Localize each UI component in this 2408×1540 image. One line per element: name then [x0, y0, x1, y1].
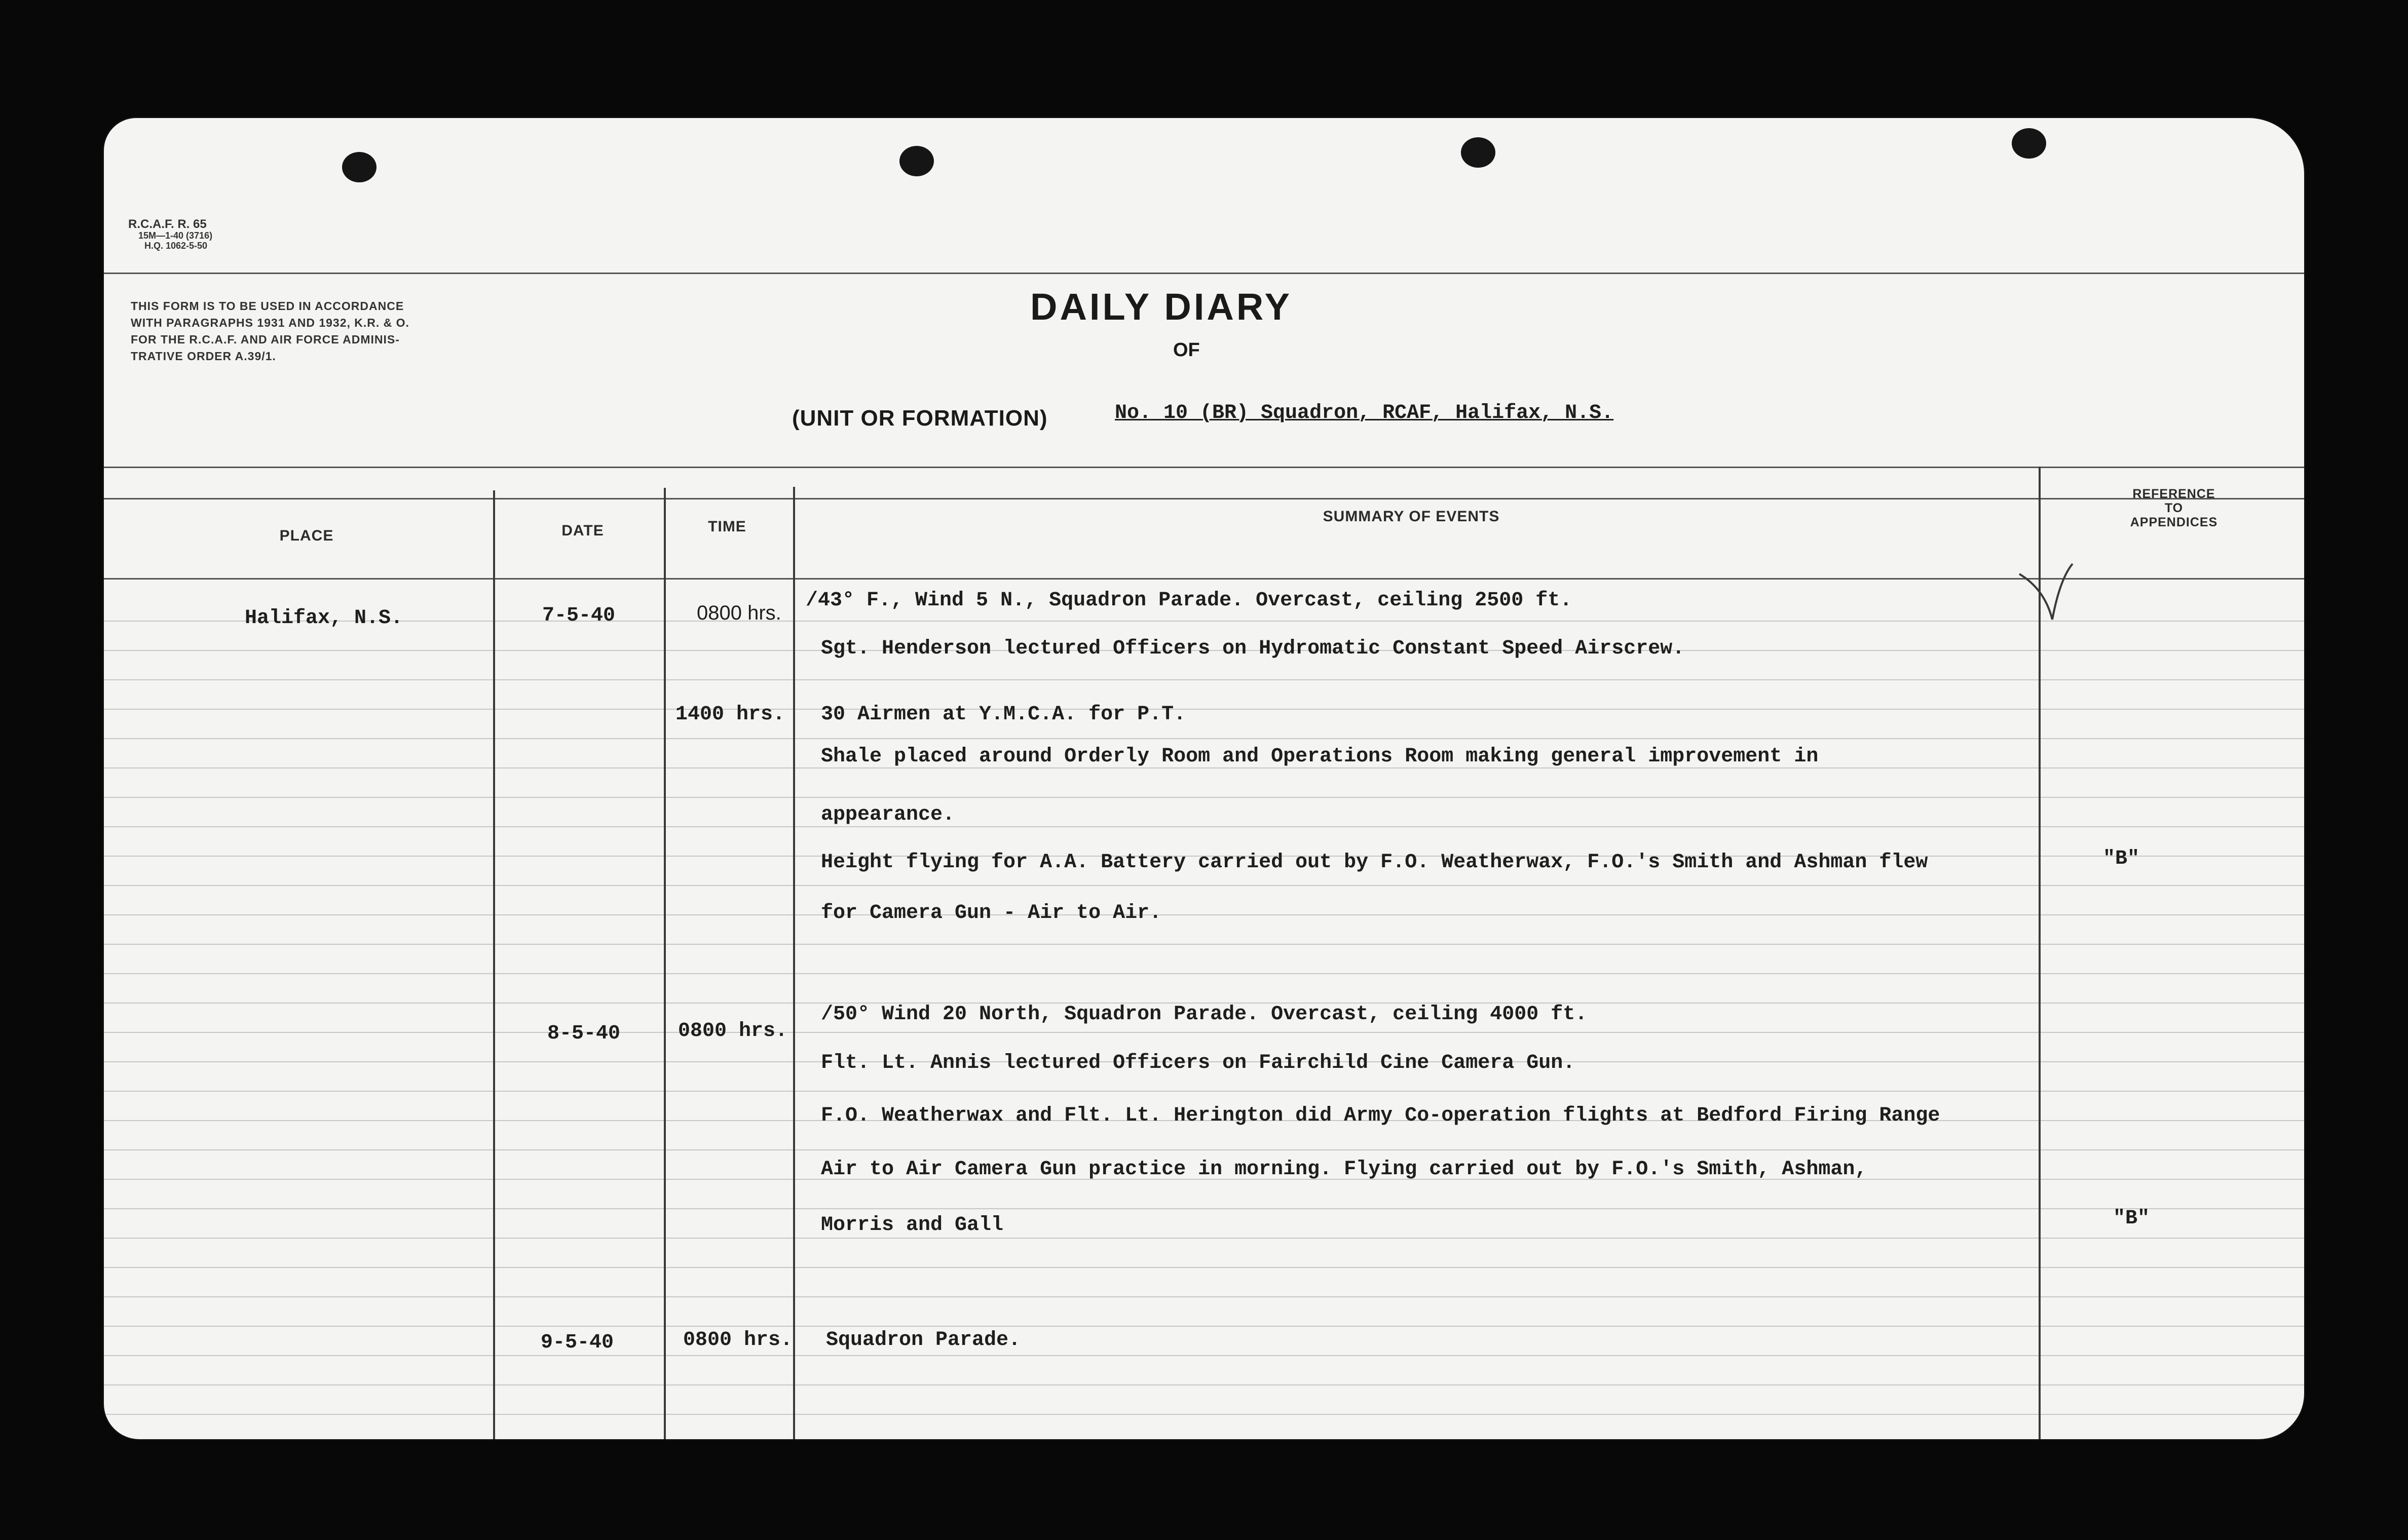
ruled-line: [104, 914, 2304, 915]
unit-value: No. 10 (BR) Squadron, RCAF, Halifax, N.S.: [1115, 402, 1614, 425]
instruction-line: THIS FORM IS TO BE USED IN ACCORDANCE: [131, 299, 404, 313]
summary-line: F.O. Weatherwax and Flt. Lt. Herington did Army Co-operation flights at Bedford Firing Range: [821, 1104, 1940, 1127]
summary-line: Air to Air Camera Gun practice in morning. Flying carried out by F.O.'s Smith, Ashman,: [821, 1158, 1867, 1181]
instruction-line: WITH PARAGRAPHS 1931 AND 1932, K.R. & O.: [131, 316, 409, 329]
column-header-date: DATE: [561, 522, 604, 539]
form-code-line: R.C.A.F. R. 65: [128, 217, 207, 231]
header-top-line: [104, 273, 2304, 274]
instruction-line: TRATIVE ORDER A.39/1.: [131, 350, 276, 363]
unit-label: (UNIT OR FORMATION): [792, 406, 1048, 431]
summary-line: appearance.: [821, 803, 955, 826]
appendix-reference: "B": [2103, 848, 2140, 870]
summary-line: /50° Wind 20 North, Squadron Parade. Overcast, ceiling 4000 ft.: [821, 1003, 1588, 1026]
diary-of: OF: [1173, 339, 1200, 361]
ruled-line: [104, 1355, 2304, 1356]
ruled-line: [104, 1091, 2304, 1092]
reference-header-line: REFERENCE: [2132, 487, 2215, 501]
reference-header-line: APPENDICES: [2130, 515, 2218, 529]
column-header-reference: [2045, 487, 2303, 529]
entry-date: 8-5-40: [547, 1022, 621, 1045]
column-header-time: TIME: [708, 518, 746, 535]
instruction-line: FOR THE R.C.A.F. AND AIR FORCE ADMINIS-: [131, 333, 400, 346]
form-code-line: 15M—1-40 (3716): [138, 230, 213, 241]
ruled-line: [104, 885, 2304, 886]
ruled-line: [104, 709, 2304, 710]
column-header-summary: SUMMARY OF EVENTS: [1323, 508, 1500, 525]
punch-hole: [899, 146, 934, 176]
summary-line: Shale placed around Orderly Room and Operations Room making general improvement in: [821, 745, 1819, 768]
ruled-line: [104, 973, 2304, 974]
summary-line: Morris and Gall: [821, 1214, 1004, 1237]
summary-line: /43° F., Wind 5 N., Squadron Parade. Overcast, ceiling 2500 ft.: [806, 589, 1572, 612]
summary-line: Squadron Parade.: [826, 1329, 1021, 1352]
diary-sheet: [104, 118, 2304, 1439]
ruled-line: [104, 944, 2304, 945]
ruled-line: [104, 1384, 2304, 1385]
ruled-line: [104, 679, 2304, 680]
reference-header-line: TO: [2164, 501, 2184, 515]
summary-line: 30 Airmen at Y.M.C.A. for P.T.: [821, 703, 1186, 726]
summary-line: Sgt. Henderson lectured Officers on Hydromatic Constant Speed Airscrew.: [821, 637, 1685, 660]
punch-hole: [1461, 137, 1495, 168]
form-code-line: H.Q. 1062-5-50: [144, 241, 208, 251]
ruled-line: [104, 1208, 2304, 1209]
ruled-line: [104, 1296, 2304, 1297]
summary-line: Height flying for A.A. Battery carried out by F.O. Weatherwax, F.O.'s Smith and Ashman flew: [821, 851, 1928, 874]
form-instructions: [131, 298, 536, 365]
ruled-line: [104, 797, 2304, 798]
entry-place: Halifax, N.S.: [245, 607, 403, 630]
ruled-line: [104, 1238, 2304, 1239]
ruled-line: [104, 1414, 2304, 1415]
summary-line: Flt. Lt. Annis lectured Officers on Fairchild Cine Camera Gun.: [821, 1052, 1575, 1074]
ruled-line: [104, 1267, 2304, 1268]
table-top-line-inner: [104, 498, 2304, 499]
column-divider: [664, 488, 666, 1439]
header-bottom-line: [104, 578, 2304, 580]
entry-time: 0800 hrs.: [697, 602, 781, 624]
ruled-line: [104, 1149, 2304, 1150]
punch-hole: [342, 152, 377, 182]
column-divider: [793, 487, 795, 1439]
entry-time: 0800 hrs.: [678, 1020, 788, 1043]
entry-time: 1400 hrs.: [675, 703, 785, 726]
punch-hole: [2012, 128, 2046, 159]
entry-date: 7-5-40: [542, 604, 616, 627]
column-header-place: PLACE: [279, 527, 334, 544]
check-mark-icon: [2014, 559, 2085, 640]
entry-date: 9-5-40: [541, 1331, 614, 1354]
column-divider: [493, 490, 495, 1439]
appendix-reference: "B": [2113, 1207, 2150, 1230]
entry-time: 0800 hrs.: [683, 1329, 793, 1352]
ruled-line: [104, 621, 2304, 622]
ruled-line: [104, 1032, 2304, 1033]
ruled-line: [104, 738, 2304, 739]
ruled-line: [104, 826, 2304, 827]
table-top-line: [104, 467, 2304, 468]
diary-title: DAILY DIARY: [1030, 286, 1292, 328]
summary-line: for Camera Gun - Air to Air.: [821, 902, 1162, 925]
ruled-line: [104, 1326, 2304, 1327]
